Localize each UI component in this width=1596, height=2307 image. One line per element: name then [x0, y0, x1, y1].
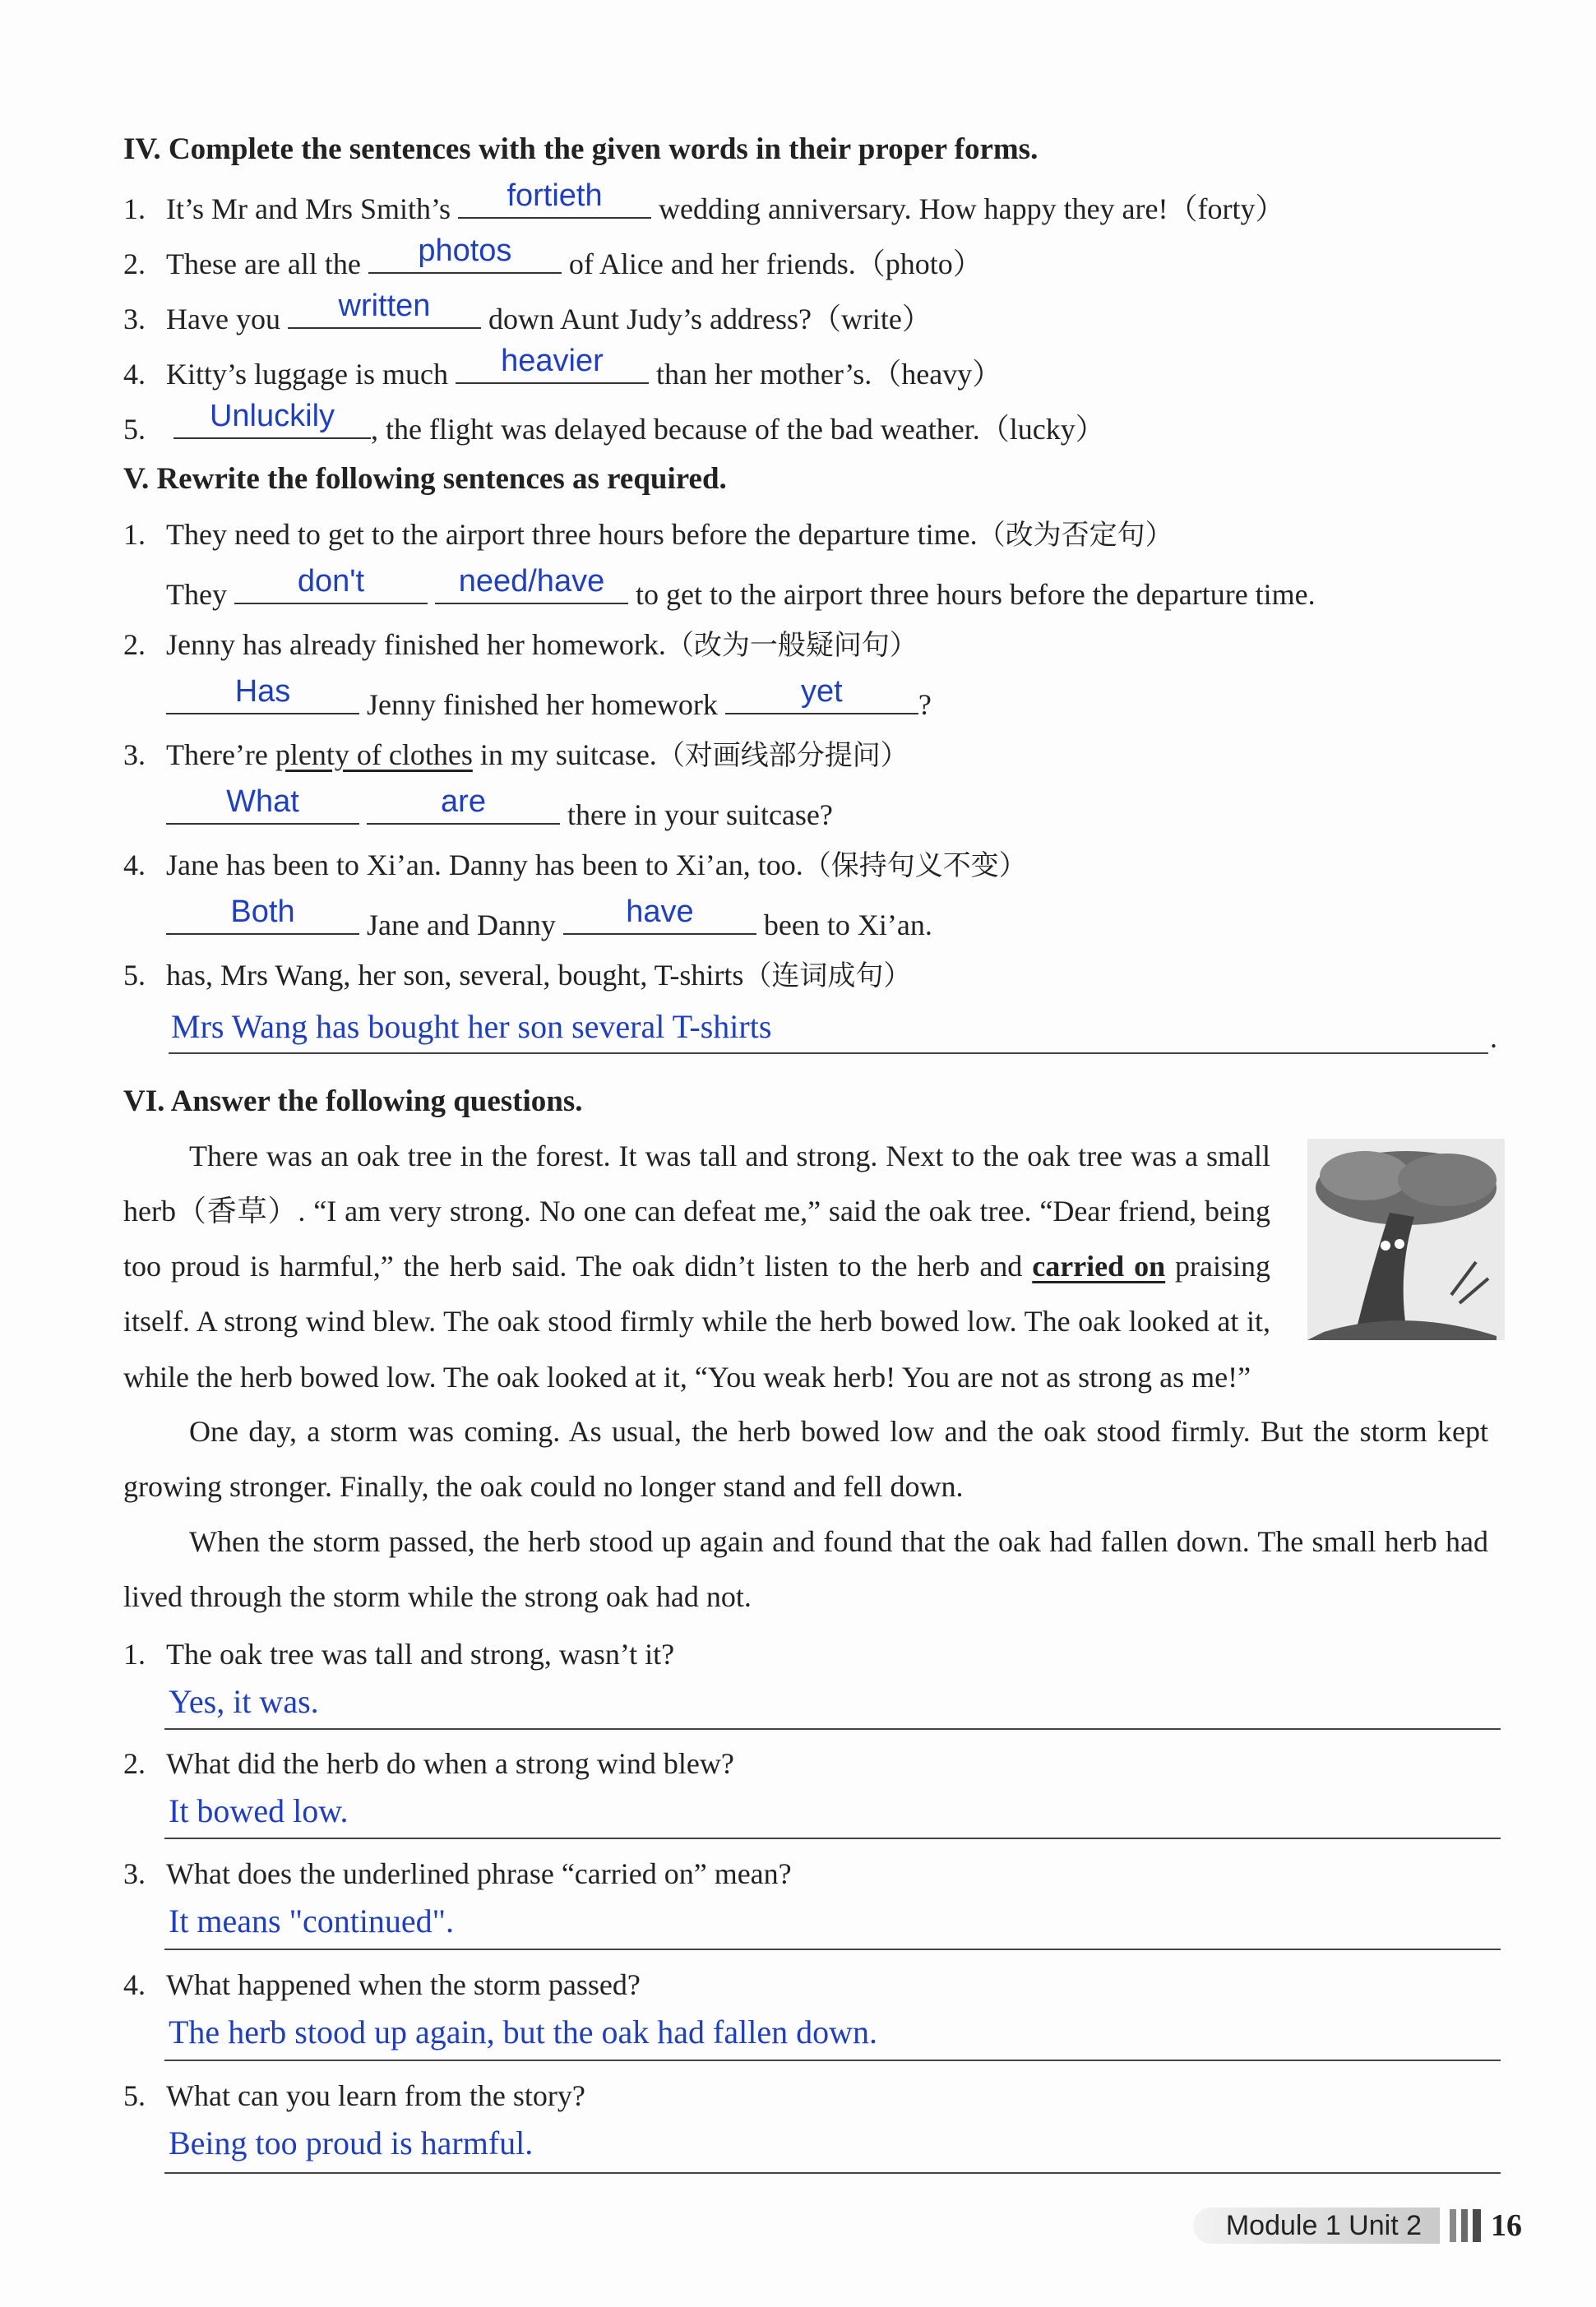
s6-q5: 5. What can you learn from the story?	[123, 2079, 585, 2112]
answer-line	[164, 2060, 1501, 2061]
answer-blank[interactable]: Unluckily	[173, 406, 371, 439]
page-number: 16	[1491, 2208, 1522, 2243]
answer-line	[164, 1949, 1501, 1950]
s5-q3: 3. There’re plenty of clothes in my suitcase.（对画线部分提问）	[123, 738, 909, 772]
s5-q1: 1. They need to get to the airport three hours before the departure time.（改为否定句）	[123, 518, 1173, 552]
oak-tree-icon	[1307, 1139, 1505, 1340]
s4-item-2: 2. These are all the photos of Alice and her friends.（photo）	[123, 233, 983, 280]
answer-blank[interactable]: have	[563, 902, 756, 935]
page-footer	[1193, 2208, 1522, 2244]
answer-line	[164, 1728, 1501, 1730]
s4-item-1: 1. It’s Mr and Mrs Smith’s fortieth wedding anniversary. How happy they are!（forty）	[123, 178, 1285, 225]
s5-q2-answer: Has Jenny finished her homework yet ?	[166, 682, 932, 723]
answer-line	[164, 2172, 1501, 2174]
unit-label: Module 1 Unit 2	[1193, 2208, 1440, 2244]
s4-item-5: 5. Unluckily , the flight was delayed because of the bad weather.（lucky）	[123, 399, 1105, 446]
s4-item-4: 4. Kitty’s luggage is much heavier than her mother’s.（heavy）	[123, 344, 1002, 391]
answer-blank[interactable]: heavier	[456, 351, 649, 384]
answer-blank[interactable]: need/have	[435, 571, 628, 604]
answer-line	[164, 1838, 1501, 1839]
s5-q4-answer: Both Jane and Danny have been to Xi’an.	[166, 902, 932, 943]
answer-blank[interactable]: fortieth	[458, 186, 651, 219]
s6-q1: 1. The oak tree was tall and strong, wasn’t it?	[123, 1638, 675, 1671]
s5-q5: 5. has, Mrs Wang, her son, several, bought, T-shirts（连词成句）	[123, 959, 912, 992]
section-6-title: VI. Answer the following questions.	[123, 1084, 583, 1118]
answer-blank[interactable]: yet	[725, 682, 918, 714]
s6-q2: 2. What did the herb do when a strong wind blew?	[123, 1747, 734, 1780]
s6-a5[interactable]: Being too proud is harmful.	[169, 2124, 534, 2161]
s6-a4[interactable]: The herb stood up again, but the oak had fallen down.	[169, 2013, 877, 2050]
s5-q2: 2. Jenny has already finished her homework.（改为一般疑问句）	[123, 628, 918, 662]
s6-q3: 3. What does the underlined phrase “carried on” mean?	[123, 1857, 792, 1890]
section-4-title: IV. Complete the sentences with the given words in their proper forms.	[123, 132, 1039, 166]
story-paragraph-1b: while the herb bowed low. The oak looked at it, “You weak herb! You are not as strong as me!”	[123, 1361, 1251, 1394]
oak-tree-illustration	[1307, 1139, 1505, 1340]
answer-blank[interactable]: What	[166, 792, 359, 825]
section-5-title: V. Rewrite the following sentences as required.	[123, 462, 727, 496]
story-paragraph-2: One day, a storm was coming. As usual, the herb bowed low and the oak stood firmly. But the storm kept growing stronger. Finally, the oak could no longer stand and fell down.	[123, 1415, 1488, 1503]
s5-q3-answer: What are there in your suitcase?	[166, 792, 833, 833]
answer-line	[169, 1052, 1488, 1054]
story-paragraph-1a: There was an oak tree in the forest. It was tall and strong. Next to the oak tree was a small herb（香草）. “I am very strong. No one can defeat me,” said the oak tree. “Dear friend, being too proud is harmful,” the herb said. The oak didn’t listen to the herb and carried on praising itself. A strong wind blew. The oak stood firmly while the herb bowed low. The oak looked at it,	[123, 1140, 1270, 1338]
answer-blank[interactable]: Has	[166, 682, 359, 714]
s4-item-3: 3. Have you written down Aunt Judy’s address?（write）	[123, 289, 932, 335]
story-paragraph-3: When the storm passed, the herb stood up again and found that the oak had fallen down. The small herb had lived through the storm while the strong oak had not.	[123, 1525, 1488, 1613]
answer-blank[interactable]: are	[367, 792, 560, 825]
answer-blank[interactable]: don't	[234, 571, 428, 604]
s5-q5-answer[interactable]: Mrs Wang has bought her son several T-shirts	[171, 1008, 772, 1045]
period: .	[1490, 1021, 1497, 1054]
s6-a1[interactable]: Yes, it was.	[169, 1683, 319, 1720]
s6-a3[interactable]: It means "continued".	[169, 1902, 455, 1939]
s5-q4: 4. Jane has been to Xi’an. Danny has been to Xi’an, too.（保持句义不变）	[123, 848, 1027, 882]
answer-blank[interactable]: photos	[368, 241, 562, 274]
s5-q1-answer: They don't need/have to get to the airport three hours before the departure time.	[166, 564, 1316, 611]
answer-blank[interactable]: Both	[166, 902, 359, 935]
s6-a2[interactable]: It bowed low.	[169, 1792, 349, 1829]
answer-blank[interactable]: written	[288, 296, 481, 329]
s6-q4: 4. What happened when the storm passed?	[123, 1968, 641, 2001]
divider-bars-icon	[1450, 2209, 1481, 2242]
